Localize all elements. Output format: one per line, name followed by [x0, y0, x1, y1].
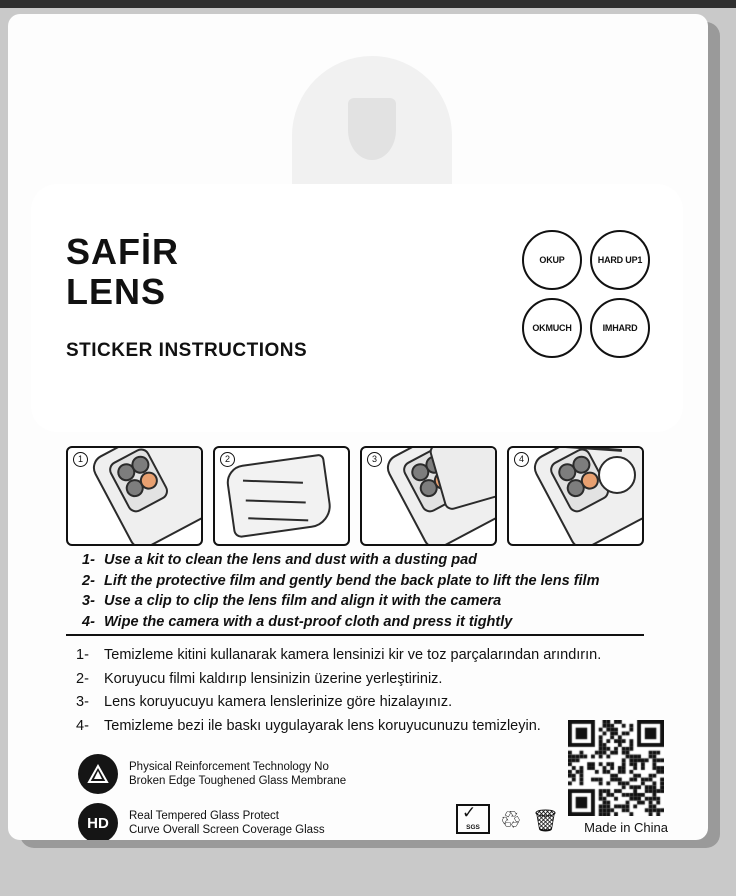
brand-logo — [66, 232, 179, 312]
list-index: 3- — [76, 694, 89, 710]
step-illustration-1 — [66, 446, 203, 546]
badge-imhard: IMHARD — [590, 298, 650, 358]
list-index: 2- — [82, 572, 95, 589]
badge-okmuch: OKMUCH — [522, 298, 582, 358]
triangle-reinforcement-icon — [78, 754, 118, 794]
feature-line-1: Real Tempered Glass Protect — [129, 809, 279, 822]
step-illustration-4 — [507, 446, 644, 546]
feature-line-1: Physical Reinforcement Technology No — [129, 760, 329, 773]
feature-line-2: Broken Edge Toughened Glass Membrane — [129, 775, 347, 787]
list-index: 1- — [76, 647, 89, 663]
step-number-2: 2 — [220, 452, 235, 467]
step-number-4: 4 — [514, 452, 529, 467]
check-glyph: ✓ — [462, 803, 477, 822]
step-illustration-3 — [360, 446, 497, 546]
list-item — [76, 644, 656, 667]
camera-module-icon — [106, 446, 171, 515]
list-item — [76, 668, 656, 691]
feature-item — [78, 803, 438, 840]
list-item — [82, 571, 662, 592]
feature-list — [78, 754, 438, 840]
step-number-1: 1 — [73, 452, 88, 467]
badge-okup: OKUP — [522, 230, 582, 290]
list-text: Temizleme kitini kullanarak kamera lensinizi kir ve toz parçalarından arındırın. — [104, 647, 602, 663]
feature-text — [129, 760, 346, 789]
list-text: Koruyucu filmi kaldırıp lensinizin üzerine yerleştiriniz. — [104, 670, 443, 687]
product-card — [8, 14, 708, 840]
hd-icon: HD — [78, 803, 118, 840]
brand-line-2: LENS — [66, 271, 167, 312]
sgs-check-icon — [456, 804, 490, 834]
top-edge-strip — [0, 0, 736, 8]
list-text: Use a kit to clean the lens and dust with a dusting pad — [104, 552, 478, 568]
list-item — [82, 591, 662, 612]
feature-line-2: Curve Overall Screen Coverage Glass — [129, 824, 325, 836]
badge-hardup1: HARD UP1 — [590, 230, 650, 290]
recycle-icon: ♲ — [500, 807, 522, 834]
waste-bin-icon: 🗑 — [531, 808, 560, 833]
list-text: Lift the protective film and gently bend the back plate to lift the lens film — [104, 572, 600, 589]
list-index: 3- — [82, 593, 95, 609]
pointer-icon — [562, 446, 622, 452]
shield-icon — [348, 98, 396, 160]
list-item — [82, 612, 662, 633]
list-index: 4- — [76, 717, 89, 734]
list-item — [76, 691, 656, 714]
list-text: Wipe the camera with a dust-proof cloth and press it tightly — [104, 613, 513, 630]
qr-code — [568, 720, 664, 816]
phone-illustration — [382, 446, 497, 546]
clip-icon — [598, 456, 636, 494]
list-item — [82, 550, 662, 571]
feature-item — [78, 754, 438, 794]
list-text: Lens koruyucuyu kamera lenslerinize göre hizalayınız. — [104, 694, 453, 710]
step-number-3: 3 — [367, 452, 382, 467]
step-illustrations — [66, 446, 644, 542]
section-divider — [66, 634, 644, 636]
list-index: 4- — [82, 613, 95, 630]
list-text: Use a clip to clip the lens film and align it with the camera — [104, 593, 502, 609]
made-in-label: Made in China — [584, 820, 668, 835]
page-title: STICKER INSTRUCTIONS — [66, 340, 308, 361]
list-index: 2- — [76, 670, 89, 687]
film-line — [243, 480, 303, 484]
film-line — [248, 517, 308, 521]
badge-group — [516, 230, 656, 350]
brand-line-1: SAFİR — [66, 231, 179, 272]
sgs-label: SGS — [466, 824, 480, 831]
film-line — [246, 499, 306, 503]
instructions-english — [82, 550, 662, 632]
step-illustration-2 — [213, 446, 350, 546]
list-index: 1- — [82, 552, 95, 568]
compliance-marks — [456, 800, 566, 834]
feature-text — [129, 809, 325, 838]
film-peel-illustration — [224, 453, 333, 538]
phone-illustration — [88, 446, 203, 546]
list-text: Temizleme bezi ile baskı uygulayarak lens koruyucunuzu temizleyin. — [104, 717, 541, 734]
